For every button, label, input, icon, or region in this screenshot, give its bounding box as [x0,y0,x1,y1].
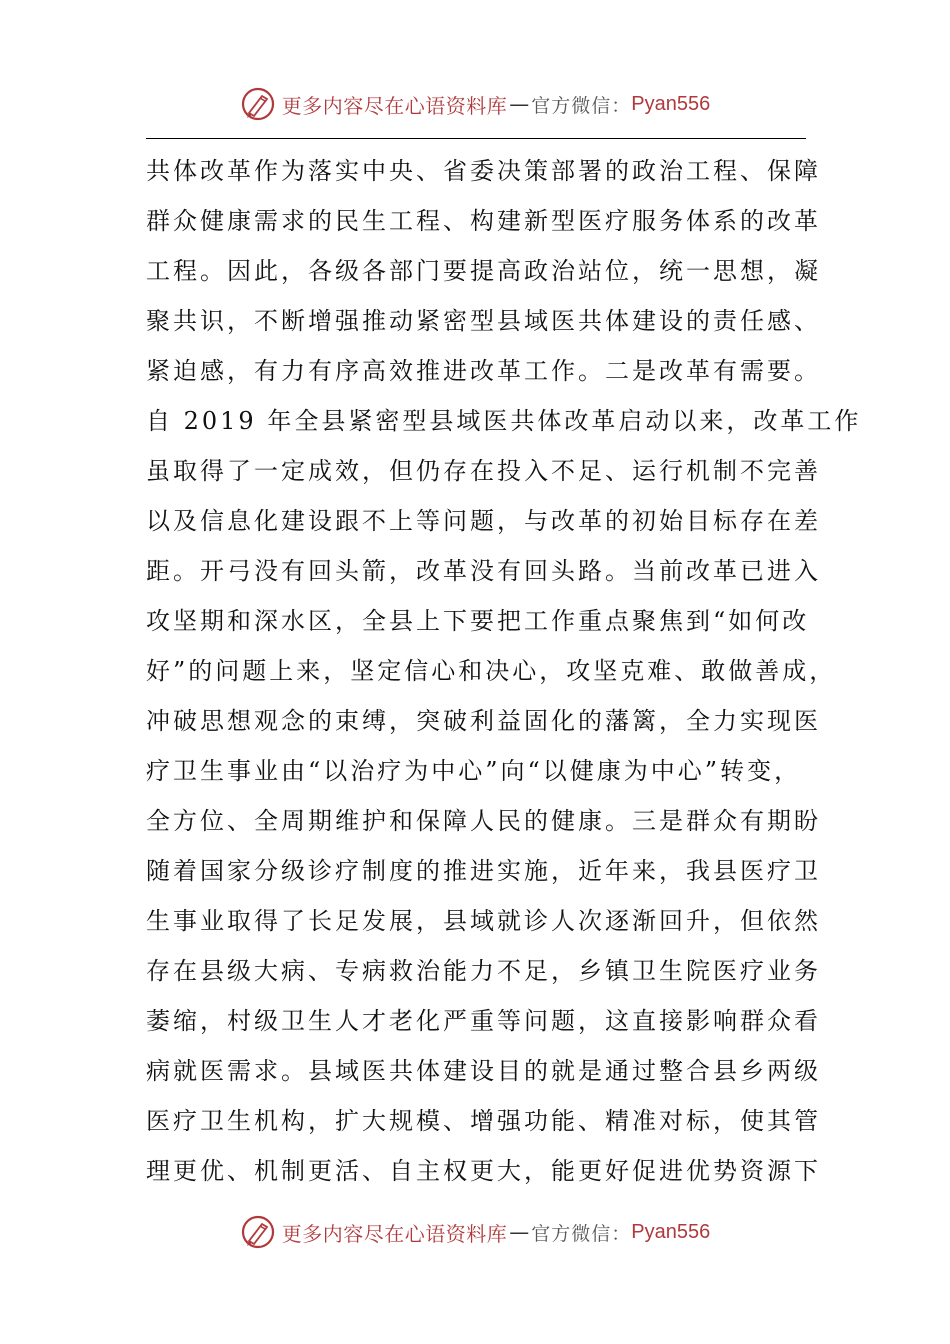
footer-wechat-id: Pyan556 [631,1220,711,1243]
header-wechat-label: 官方微信： [531,94,632,117]
text-line: 医疗卫生机构，扩大规模、增强功能、精准对标，使其管 [146,1107,821,1135]
pen-logo-icon [240,1214,276,1250]
text-line: 虽取得了一定成效，但仍存在投入不足、运行机制不完善 [146,457,821,485]
header-divider [146,138,806,139]
text-line: 以及信息化建设跟不上等问题，与改革的初始目标存在差 [146,507,821,535]
text-line: 好”的问题上来，坚定信心和决心，攻坚克难、敢做善成， [146,657,837,685]
text-line: 距。开弓没有回头箭，改革没有回头路。当前改革已进入 [146,557,821,585]
text-line: 全方位、全周期维护和保障人民的健康。三是群众有期盼 [146,807,821,835]
text-line: 聚共识，不断增强推动紧密型县域医共体建设的责任感、 [146,307,821,335]
text-line: 存在县级大病、专病救治能力不足，乡镇卫生院医疗业务 [146,957,821,985]
footer-site-name: 更多内容尽在心语资料库 [281,1221,508,1246]
text-line: 萎缩，村级卫生人才老化严重等问题，这直接影响群众看 [146,1007,821,1035]
text-line: 紧迫感，有力有序高效推进改革工作。二是改革有需要。 [146,357,821,385]
text-line: 群众健康需求的民生工程、构建新型医疗服务体系的改革 [146,207,821,235]
text-line: 冲破思想观念的束缚，突破利益固化的藩篱，全力实现医 [146,707,821,735]
text-line: 共体改革作为落实中央、省委决策部署的政治工程、保障 [146,157,821,185]
text-line: 自 2019 年全县紧密型县域医共体改革启动以来，改革工作 [146,407,862,435]
text-line: 工程。因此，各级各部门要提高政治站位，统一思想，凝 [146,257,821,285]
footer-watermark [0,1212,950,1252]
text-line: 理更优、机制更活、自主权更大，能更好促进优势资源下 [146,1157,821,1185]
body-text [146,146,862,1196]
text-line: 疗卫生事业由“以治疗为中心”向“以健康为中心”转变， [146,757,802,785]
footer-dash: — [509,1220,530,1244]
pen-logo-icon [240,86,276,122]
text-line: 攻坚期和深水区，全县上下要把工作重点聚焦到“如何改 [146,607,810,635]
header-dash: — [509,92,530,116]
footer-wechat-label: 官方微信： [531,1222,632,1245]
text-line: 病就医需求。县域医共体建设目的就是通过整合县乡两级 [146,1057,821,1085]
header-watermark [0,84,950,124]
text-line: 随着国家分级诊疗制度的推进实施，近年来，我县医疗卫 [146,857,821,885]
text-line: 生事业取得了长足发展，县域就诊人次逐渐回升，但依然 [146,907,821,935]
header-site-name: 更多内容尽在心语资料库 [281,93,508,118]
header-wechat-id: Pyan556 [631,92,711,115]
